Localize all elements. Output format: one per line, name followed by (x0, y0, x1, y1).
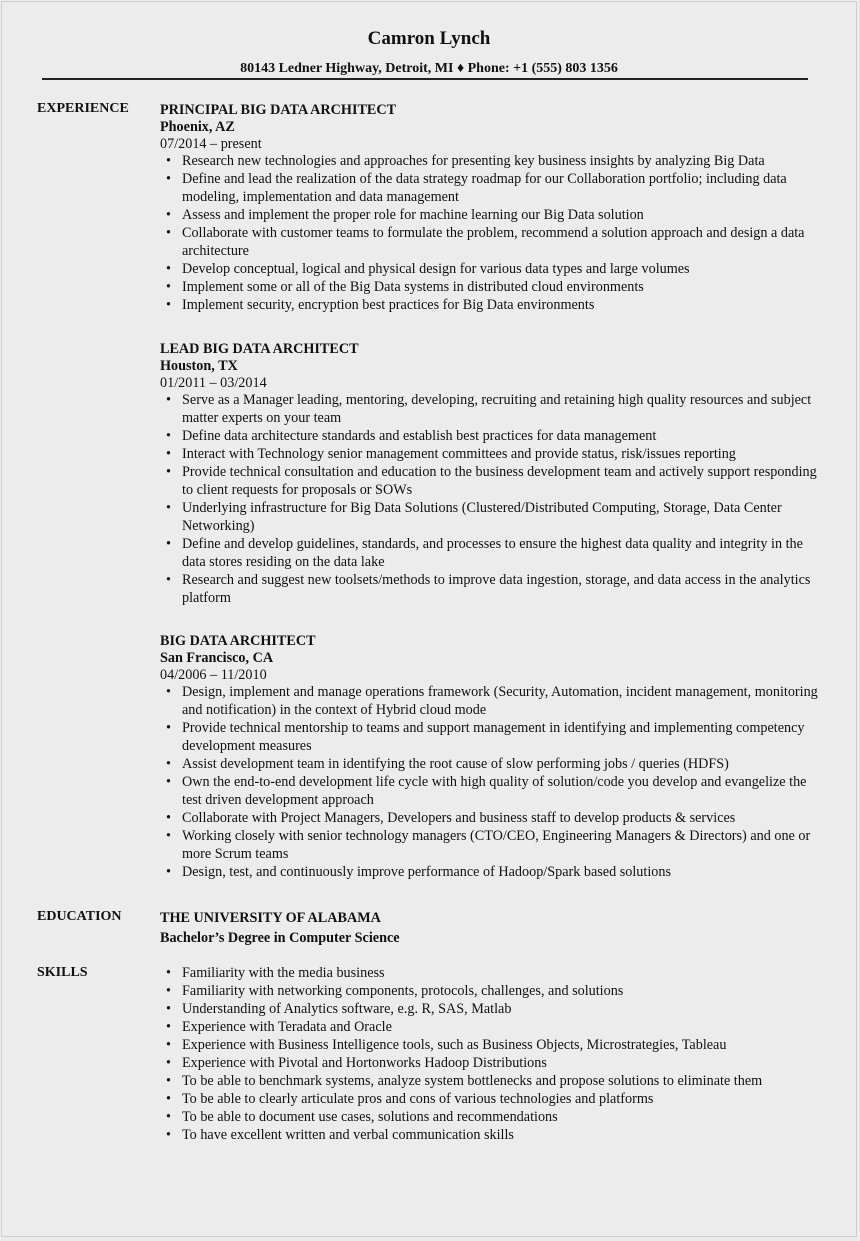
skill-item: • Experience with Pivotal and Hortonworks Hadoop Distributions (160, 1054, 820, 1072)
bullet-item: • Research and suggest new toolsets/methods to improve data ingestion, storage, and data access in the analytics platform (160, 571, 820, 607)
job-location: San Francisco, CA (160, 650, 274, 666)
job-title: BIG DATA ARCHITECT (160, 633, 316, 649)
skill-item: • Experience with Teradata and Oracle (160, 1018, 820, 1036)
section-title-skills: SKILLS (37, 965, 88, 980)
bullet-item: • Implement security, encryption best practices for Big Data environments (160, 296, 820, 314)
skill-item: • To be able to clearly articulate pros and cons of various technologies and platforms (160, 1090, 820, 1108)
bullet-item: • Define and lead the realization of the data strategy roadmap for our Collaboration portfolio; including data modeling, implementation and data management (160, 170, 820, 206)
school-name: THE UNIVERSITY OF ALABAMA (160, 910, 381, 926)
bullet-item: • Provide technical consultation and education to the business development team and actively support responding to client requests for proposals or SOWs (160, 463, 820, 499)
bullet-item: • Assist development team in identifying the root cause of slow performing jobs / queries (HDFS) (160, 755, 820, 773)
bullet-item: • Provide technical mentorship to teams and support management in identifying and implementing competency development measures (160, 719, 820, 755)
job-entry (160, 632, 820, 881)
bullet-item: • Design, test, and continuously improve performance of Hadoop/Spark based solutions (160, 863, 820, 881)
resume-page (1, 1, 857, 1237)
skill-item: • To have excellent written and verbal communication skills (160, 1126, 820, 1144)
skill-item: • To be able to benchmark systems, analyze system bottlenecks and propose solutions to eliminate them (160, 1072, 820, 1090)
bullet-item: • Collaborate with customer teams to formulate the problem, recommend a solution approach and design a data architecture (160, 224, 820, 260)
bullet-item: • Underlying infrastructure for Big Data Solutions (Clustered/Distributed Computing, Storage, Data Center Networking) (160, 499, 820, 535)
job-location: Phoenix, AZ (160, 119, 235, 135)
bullet-item: • Define data architecture standards and establish best practices for data management (160, 427, 820, 445)
bullet-item: • Develop conceptual, logical and physical design for various data types and large volumes (160, 260, 820, 278)
bullet-item: • Serve as a Manager leading, mentoring, developing, recruiting and retaining high quality resources and subject matter experts on your team (160, 391, 820, 427)
degree-name: Bachelor’s Degree in Computer Science (160, 930, 400, 946)
skills-list (160, 964, 820, 1144)
job-entry (160, 101, 820, 314)
section-title-experience: EXPERIENCE (37, 101, 129, 116)
skill-item: • Familiarity with the media business (160, 964, 820, 982)
bullet-item: • Design, implement and manage operations framework (Security, Automation, incident management, monitoring and notification) in the context of Hybrid cloud mode (160, 683, 820, 719)
job-dates: 01/2011 – 03/2014 (160, 375, 267, 391)
bullet-item: • Define and develop guidelines, standards, and processes to ensure the highest data quality and integrity in the data stores residing on the data lake (160, 535, 820, 571)
bullet-item: • Assess and implement the proper role for machine learning our Big Data solution (160, 206, 820, 224)
bullet-item: • Interact with Technology senior management committees and provide status, risk/issues reporting (160, 445, 820, 463)
bullet-item: • Implement some or all of the Big Data systems in distributed cloud environments (160, 278, 820, 296)
header-divider (42, 78, 808, 80)
job-dates: 07/2014 – present (160, 136, 262, 152)
education-entry (160, 908, 820, 948)
job-title: LEAD BIG DATA ARCHITECT (160, 341, 359, 357)
job-location: Houston, TX (160, 358, 238, 374)
job-dates: 04/2006 – 11/2010 (160, 667, 267, 683)
bullet-item: • Collaborate with Project Managers, Developers and business staff to develop products & services (160, 809, 820, 827)
bullet-item: • Working closely with senior technology managers (CTO/CEO, Engineering Managers & Directors) and one or more Scrum teams (160, 827, 820, 863)
job-bullets (160, 152, 820, 314)
job-bullets (160, 683, 820, 881)
skill-item: • Familiarity with networking components, protocols, challenges, and solutions (160, 982, 820, 1000)
contact-line: 80143 Ledner Highway, Detroit, MI ♦ Phone: +1 (555) 803 1356 (240, 61, 618, 76)
skill-item: • Understanding of Analytics software, e.g. R, SAS, Matlab (160, 1000, 820, 1018)
job-title: PRINCIPAL BIG DATA ARCHITECT (160, 102, 397, 118)
job-entry (160, 340, 820, 607)
section-title-education: EDUCATION (37, 909, 122, 924)
skill-item: • To be able to document use cases, solutions and recommendations (160, 1108, 820, 1126)
job-bullets (160, 391, 820, 607)
bullet-item: • Research new technologies and approaches for presenting key business insights by analyzing Big Data (160, 152, 820, 170)
candidate-name: Camron Lynch (367, 28, 491, 49)
bullet-item: • Own the end-to-end development life cycle with high quality of solution/code you develop and evangelize the test driven development approach (160, 773, 820, 809)
skills-bullets (160, 964, 820, 1144)
skill-item: • Experience with Business Intelligence tools, such as Business Objects, Microstrategies, Tableau (160, 1036, 820, 1054)
